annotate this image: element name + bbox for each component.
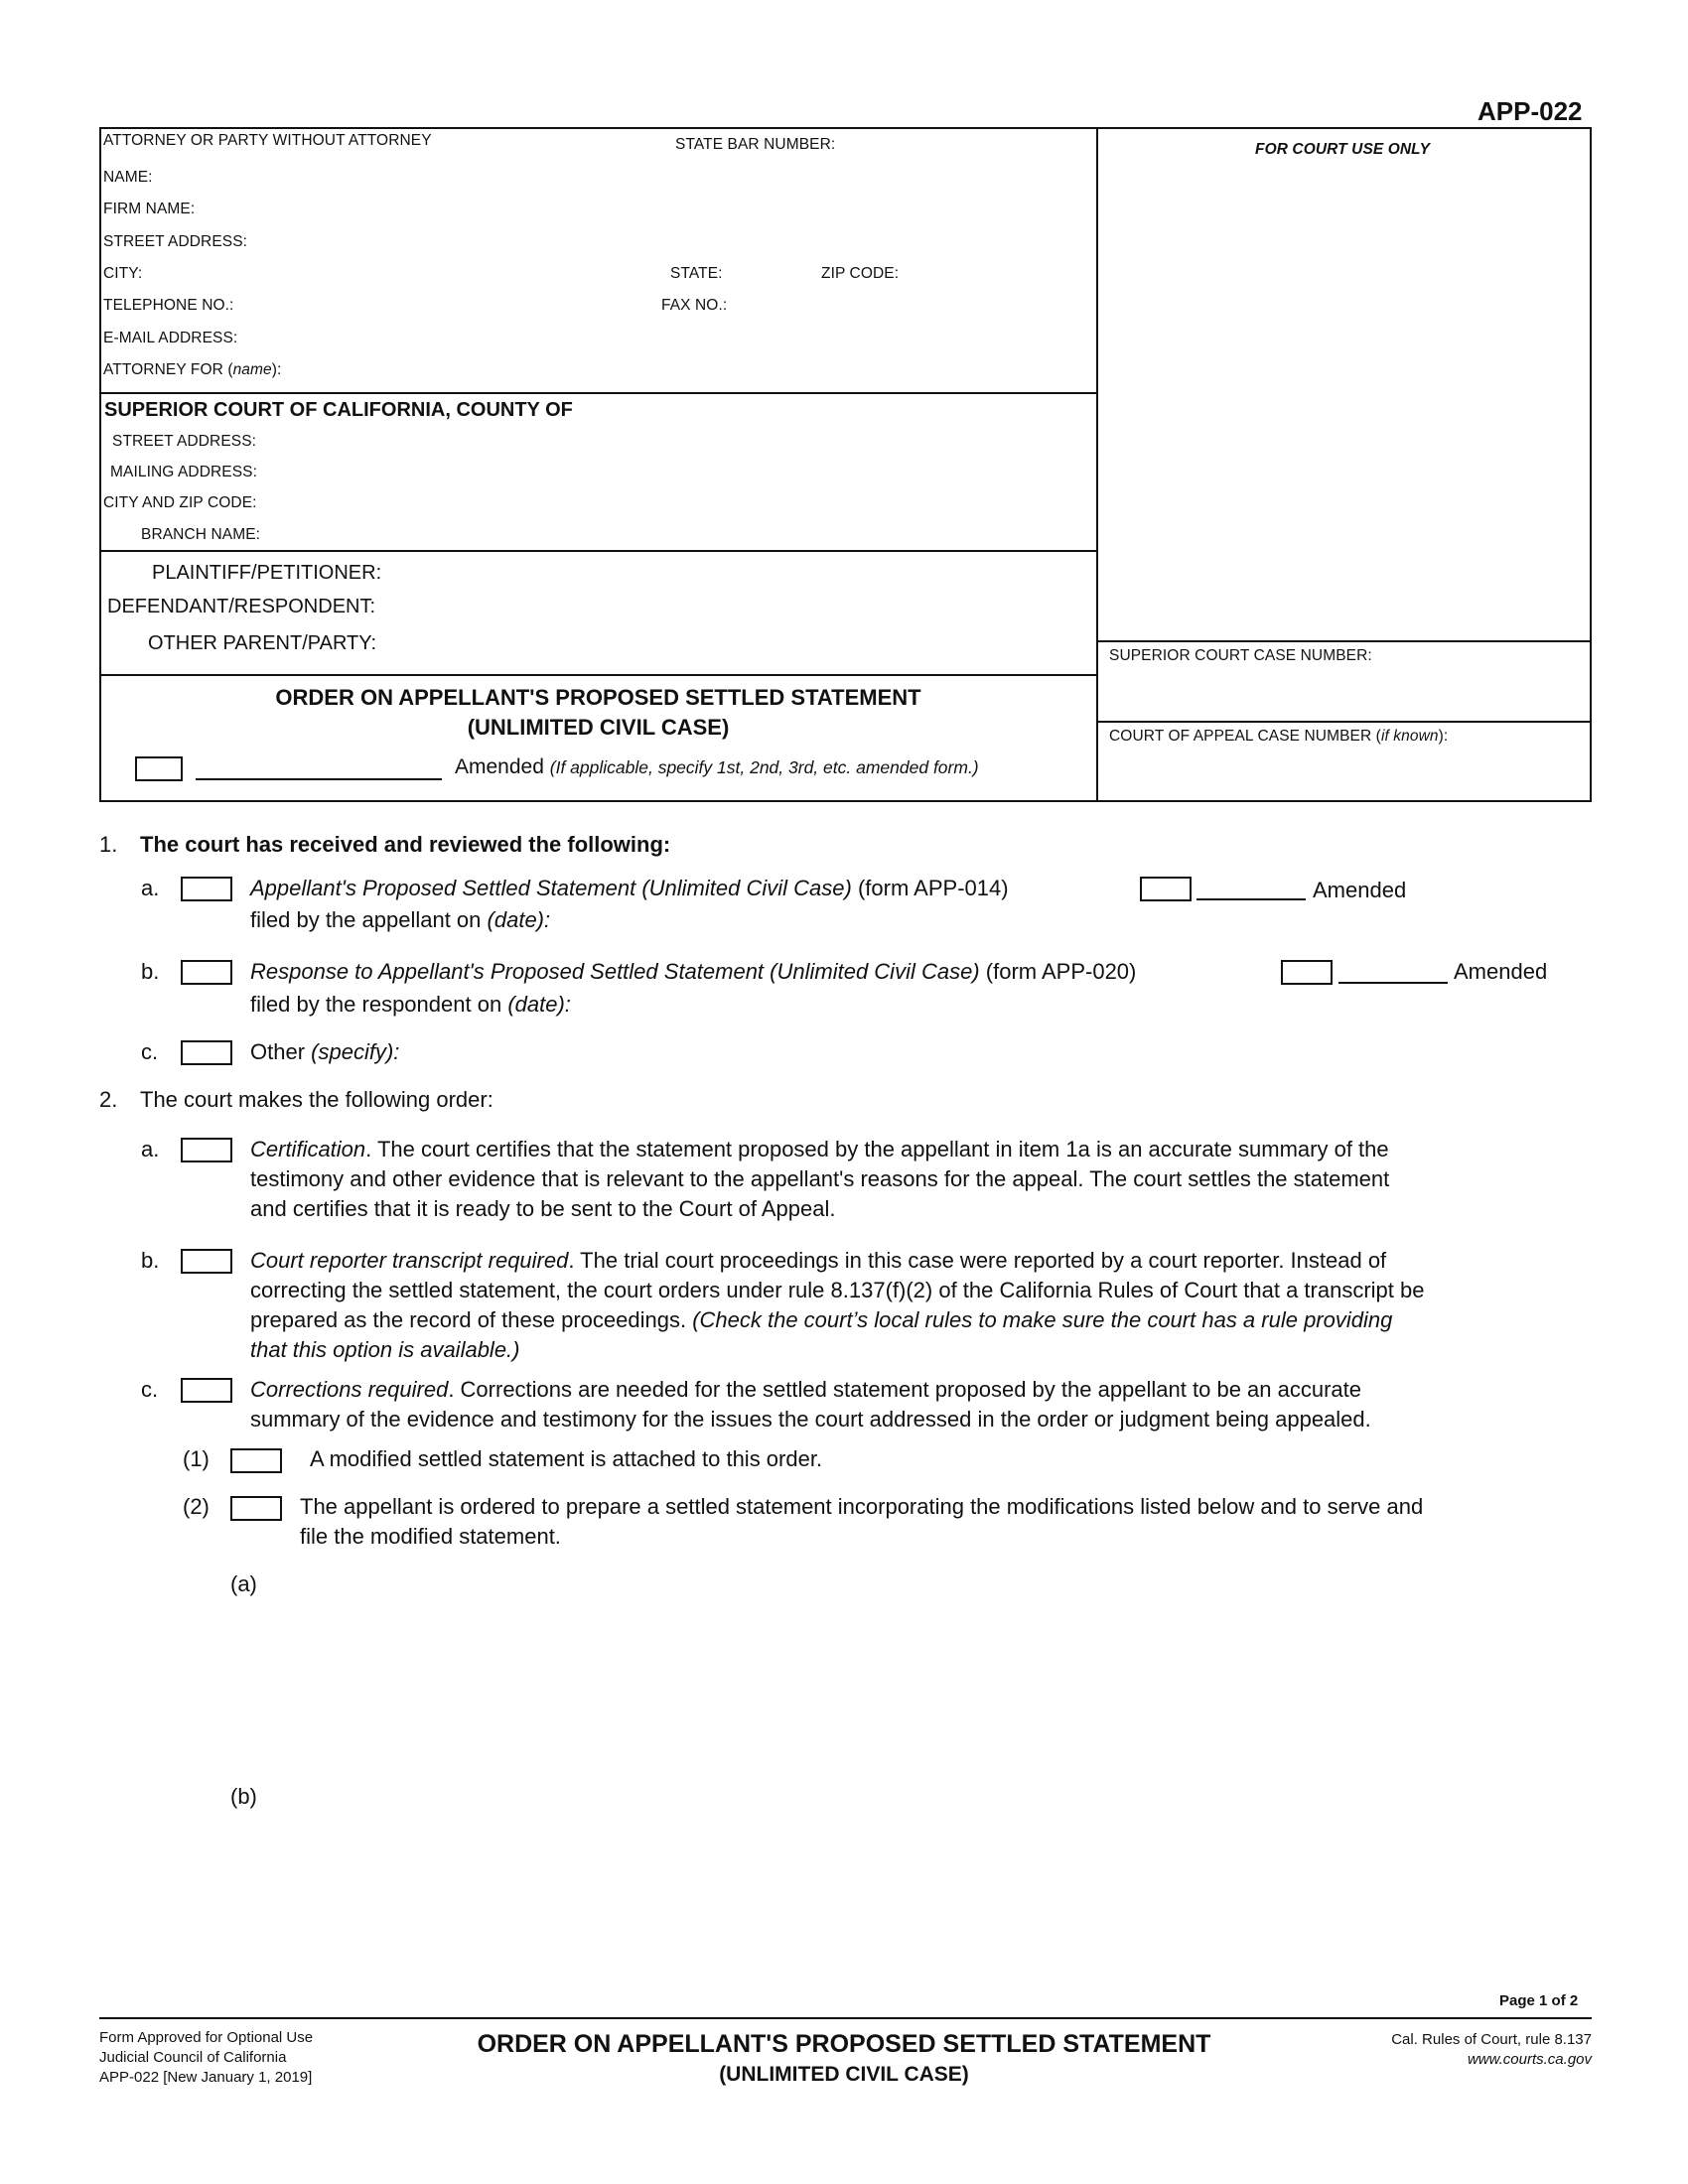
item1-number: 1. <box>99 832 118 857</box>
item2c2-line1: The appellant is ordered to prepare a settled statement incorporating the modifications listed below and to serve and <box>300 1494 1424 1519</box>
item2a-letter: a. <box>141 1137 160 1161</box>
item1c-checkbox[interactable] <box>181 1040 232 1065</box>
item1c-letter: c. <box>141 1039 159 1064</box>
footer-title-line2: (UNLIMITED CIVIL CASE) <box>719 2063 969 2086</box>
appeal-case-divider <box>1096 721 1592 723</box>
footer-title-line1: ORDER ON APPELLANT'S PROPOSED SETTLED STATEMENT <box>477 2030 1211 2058</box>
item1b-amended-label: Amended <box>1454 959 1548 984</box>
footer-left <box>99 2028 313 2088</box>
state-label[interactable]: STATE: <box>670 265 723 282</box>
item2b-checkbox[interactable] <box>181 1249 232 1274</box>
court-section-divider <box>99 550 1097 552</box>
item1c-specify: (specify): <box>311 1039 400 1064</box>
superior-case-divider <box>1096 640 1592 642</box>
attorney-for-label[interactable] <box>103 361 281 379</box>
phone-label[interactable]: TELEPHONE NO.: <box>103 297 234 314</box>
item2a-title: Certification <box>250 1137 366 1161</box>
item2c2-sub-b[interactable]: (b) <box>230 1784 257 1809</box>
form-id: APP-022 <box>1477 96 1583 126</box>
item1a-form-name: Appellant's Proposed Settled Statement (Unlimited Civil Case) <box>250 876 852 900</box>
item1b-checkbox[interactable] <box>181 960 232 985</box>
item2b-line2: correcting the settled statement, the court orders under rule 8.137(f)(2) of the California Rules of Court that a transcript be <box>250 1278 1425 1302</box>
item1b-letter: b. <box>141 959 160 984</box>
plaintiff-label[interactable]: PLAINTIFF/PETITIONER: <box>152 562 382 584</box>
item2b-line3-note: (Check the court’s local rules to make sure the court has a rule providing <box>692 1307 1393 1332</box>
item1b-date-label: (date): <box>507 992 571 1017</box>
item2b-letter: b. <box>141 1248 160 1273</box>
item1a-form-number: (form APP-014) <box>857 876 1009 900</box>
attorney-section-divider <box>99 392 1097 394</box>
item2b-title: Court reporter transcript required <box>250 1248 569 1273</box>
city-label[interactable]: CITY: <box>103 265 143 282</box>
item1b-filed-text: filed by the respondent on <box>250 992 502 1017</box>
item1-heading: The court has received and reviewed the following: <box>140 832 671 857</box>
item1a-amended-checkbox[interactable] <box>1140 877 1192 901</box>
name-label[interactable]: NAME: <box>103 169 153 186</box>
item2c-paragraph <box>250 1375 1601 1434</box>
court-branch-label[interactable]: BRANCH NAME: <box>141 526 261 543</box>
footer-left-line3: APP-022 [New January 1, 2019] <box>99 2069 313 2086</box>
item2a-line1 <box>250 1135 1601 1164</box>
court-cityzip-label[interactable]: CITY AND ZIP CODE: <box>103 494 257 511</box>
superior-case-number-label[interactable]: SUPERIOR COURT CASE NUMBER: <box>1109 647 1372 664</box>
item2c2-sub-a[interactable]: (a) <box>230 1571 257 1596</box>
item2c-title: Corrections required <box>250 1377 449 1402</box>
footer-left-line2: Judicial Council of California <box>99 2049 287 2066</box>
item1b-form-name: Response to Appellant's Proposed Settled Statement (Unlimited Civil Case) <box>250 959 980 984</box>
item2c1-text: A modified settled statement is attached to this order. <box>310 1446 823 1471</box>
item1b-form-number: (form APP-020) <box>985 959 1137 984</box>
item1b-filed[interactable] <box>250 990 571 1020</box>
item2b-paragraph <box>250 1246 1601 1365</box>
state-bar-label: STATE BAR NUMBER: <box>675 136 836 153</box>
item1b-amended-line[interactable] <box>1338 982 1448 984</box>
item2c1-checkbox[interactable] <box>230 1448 282 1473</box>
item2b-line1-text: . The trial court proceedings in this case were reported by a court reporter. Instead of <box>568 1248 1387 1273</box>
footer-rule <box>99 2017 1592 2019</box>
item2c-line1 <box>250 1375 1601 1405</box>
caption-title-line2: (UNLIMITED CIVIL CASE) <box>467 715 730 740</box>
item2c1-number: (1) <box>183 1446 210 1471</box>
item2b-line3 <box>250 1305 1601 1335</box>
item2-number: 2. <box>99 1087 118 1112</box>
appeal-case-suffix: ): <box>1438 728 1449 745</box>
item1c-text[interactable] <box>250 1037 399 1067</box>
item2a-paragraph <box>250 1135 1601 1224</box>
appeal-case-italic: if known <box>1380 728 1439 745</box>
attorney-for-suffix: ): <box>271 361 282 378</box>
appeal-case-number-label[interactable] <box>1109 728 1448 746</box>
attorney-for-name-hint: name <box>232 361 272 378</box>
item2a-checkbox[interactable] <box>181 1138 232 1162</box>
footer-website-link[interactable]: www.courts.ca.gov <box>1467 2051 1592 2068</box>
item2b-line4: that this option is available.) <box>250 1337 520 1362</box>
item2b-line1 <box>250 1246 1601 1276</box>
caption-amended-note: (If applicable, specify 1st, 2nd, 3rd, etc. amended form.) <box>549 757 979 777</box>
firm-label[interactable]: FIRM NAME: <box>103 201 196 217</box>
item1b-amended-checkbox[interactable] <box>1281 960 1333 985</box>
item2c-line2: summary of the evidence and testimony for the issues the court addressed in the order or judgment being appealed. <box>250 1407 1371 1432</box>
item1a-letter: a. <box>141 876 160 900</box>
email-label[interactable]: E-MAIL ADDRESS: <box>103 330 238 346</box>
court-use-label: FOR COURT USE ONLY <box>1255 141 1431 158</box>
parties-section-divider <box>99 674 1097 676</box>
item2a-line3: and certifies that it is ready to be sent to the Court of Appeal. <box>250 1196 836 1221</box>
attorney-label: ATTORNEY OR PARTY WITHOUT ATTORNEY <box>103 132 432 149</box>
caption-title-line1: ORDER ON APPELLANT'S PROPOSED SETTLED STATEMENT <box>275 685 921 710</box>
defendant-label[interactable]: DEFENDANT/RESPONDENT: <box>107 596 376 617</box>
court-street-label[interactable]: STREET ADDRESS: <box>112 433 257 450</box>
footer-left-line1: Form Approved for Optional Use <box>99 2029 314 2046</box>
appeal-case-prefix: COURT OF APPEAL CASE NUMBER ( <box>1109 728 1381 745</box>
item2a-line2: testimony and other evidence that is relevant to the appellant's reasons for the appeal. The court settles the statement <box>250 1166 1390 1191</box>
item1a-text <box>250 874 1009 903</box>
item2c-checkbox[interactable] <box>181 1378 232 1403</box>
caption-amended-label: Amended <box>455 755 544 778</box>
item1a-filed[interactable] <box>250 905 550 935</box>
caption-amended-row <box>455 755 979 779</box>
caption-amended-number-line[interactable] <box>196 778 442 780</box>
fax-label[interactable]: FAX NO.: <box>661 297 728 314</box>
other-party-label[interactable]: OTHER PARENT/PARTY: <box>148 632 377 654</box>
footer-right <box>1291 2030 1592 2070</box>
item2c2-number: (2) <box>183 1494 210 1519</box>
item2c2-line2: file the modified statement. <box>300 1524 561 1549</box>
item2c-letter: c. <box>141 1377 159 1402</box>
item2-heading: The court makes the following order: <box>140 1087 493 1112</box>
item2b-line3-text: prepared as the record of these proceedings. <box>250 1307 687 1332</box>
item1c-other: Other <box>250 1039 306 1064</box>
item1a-amended-line[interactable] <box>1196 898 1306 900</box>
item1a-filed-text: filed by the appellant on <box>250 907 482 932</box>
item1a-amended-label: Amended <box>1313 878 1407 902</box>
item2c-line1-text: . Corrections are needed for the settled statement proposed by the appellant to be an accurate <box>448 1377 1362 1402</box>
attorney-for-prefix: ATTORNEY FOR ( <box>103 361 233 378</box>
item2c2-checkbox[interactable] <box>230 1496 282 1521</box>
court-mailing-label[interactable]: MAILING ADDRESS: <box>110 464 258 480</box>
caption-amended-checkbox[interactable] <box>135 756 183 781</box>
item2c2-paragraph <box>300 1492 1601 1552</box>
footer-rule-reference: Cal. Rules of Court, rule 8.137 <box>1391 2031 1592 2048</box>
street-label[interactable]: STREET ADDRESS: <box>103 233 248 250</box>
page-number: Page 1 of 2 <box>1499 1992 1579 2009</box>
item1b-text <box>250 957 1136 987</box>
zip-label[interactable]: ZIP CODE: <box>821 265 900 282</box>
item2a-line1-text: . The court certifies that the statement proposed by the appellant in item 1a is an accurate summary of the <box>365 1137 1389 1161</box>
item1a-checkbox[interactable] <box>181 877 232 901</box>
item1a-date-label: (date): <box>487 907 551 932</box>
court-title: SUPERIOR COURT OF CALIFORNIA, COUNTY OF <box>104 399 573 421</box>
